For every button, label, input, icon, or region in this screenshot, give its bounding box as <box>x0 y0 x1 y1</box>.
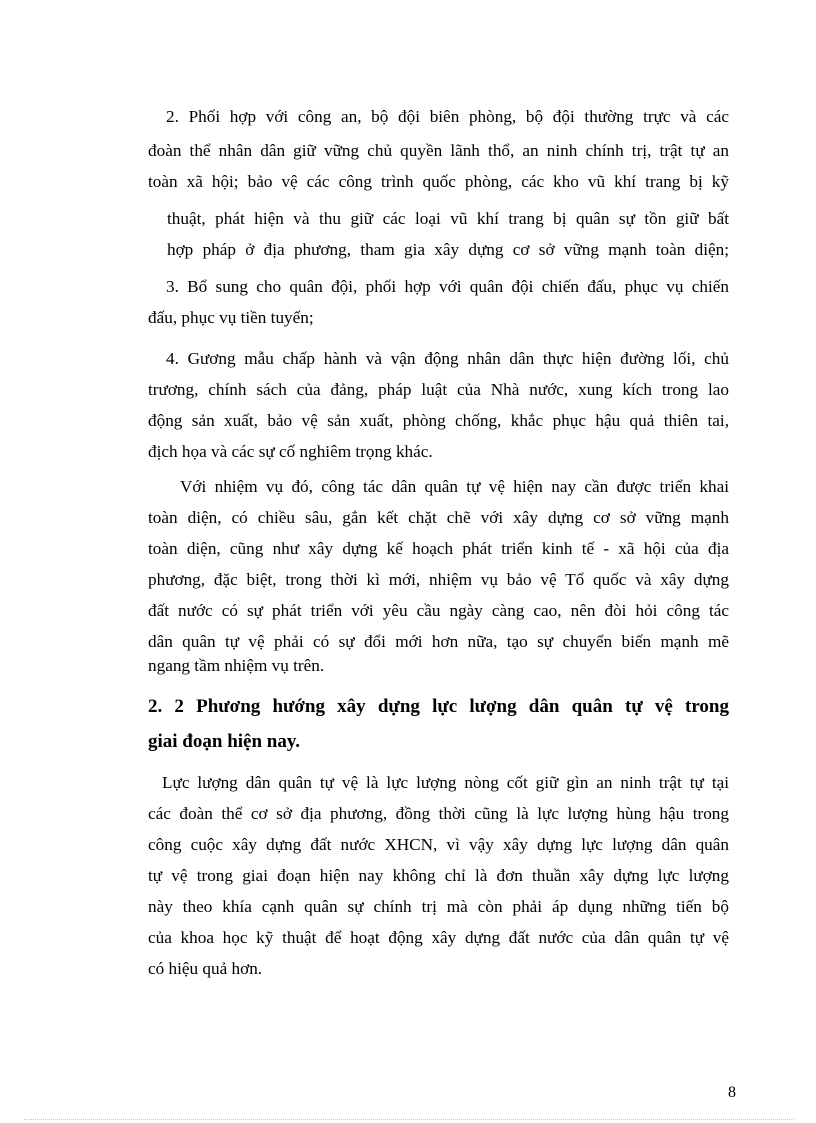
page-bottom-divider <box>24 1119 794 1120</box>
page-number: 8 <box>728 1084 736 1101</box>
heading-line: 2. 2 Phương hướng xây dựng lực lượng dân quân tự vệ trong <box>148 696 729 717</box>
text-line: 3. Bổ sung cho quân đội, phối hợp với quân đội chiến đấu, phục vụ chiến <box>166 277 729 296</box>
text-line: đất nước có sự phát triển với yêu cầu ngày càng cao, nên đòi hỏi công tác <box>148 601 729 620</box>
text-line: của khoa học kỹ thuật để hoạt động xây dựng đất nước của dân quân tự vệ <box>148 928 729 947</box>
heading-line: giai đoạn hiện nay. <box>148 731 301 752</box>
text-line: toàn diện, cũng như xây dựng kế hoạch phát triển kinh tế - xã hội của địa <box>148 539 729 558</box>
text-line: này theo khía cạnh quân sự chính trị mà còn phải áp dụng những tiến bộ <box>148 897 729 916</box>
text-line: trương, chính sách của đảng, pháp luật của Nhà nước, xung kích trong lao <box>148 380 729 399</box>
text-line: phương, đặc biệt, trong thời kì mới, nhiệm vụ bảo vệ Tổ quốc và xây dựng <box>148 570 729 589</box>
text-line: động sản xuất, bảo vệ sản xuất, phòng chống, khắc phục hậu quả thiên tai, <box>148 411 729 430</box>
text-line: có hiệu quả hơn. <box>148 959 263 978</box>
text-line: Với nhiệm vụ đó, công tác dân quân tự vệ hiện nay cần được triển khai <box>180 477 729 496</box>
text-line: công cuộc xây dựng đất nước XHCN, vì vậy xây dựng lực lượng dân quân <box>148 835 729 854</box>
text-line: ngang tầm nhiệm vụ trên. <box>148 656 325 675</box>
text-line: đấu, phục vụ tiền tuyến; <box>148 308 314 327</box>
text-line: 2. Phối hợp với công an, bộ đội biên phòng, bộ đội thường trực và các <box>166 107 729 126</box>
text-line: 4. Gương mẫu chấp hành và vận động nhân dân thực hiện đường lối, chủ <box>166 349 729 368</box>
text-line: dân quân tự vệ phải có sự đổi mới hơn nữa, tạo sự chuyển biến mạnh mẽ <box>148 632 729 651</box>
text-line: các đoàn thể cơ sở địa phương, đồng thời cũng là lực lượng hùng hậu trong <box>148 804 729 823</box>
text-line: đoàn thể nhân dân giữ vững chủ quyền lãnh thổ, an ninh chính trị, trật tự an <box>148 141 729 160</box>
text-line: tự vệ trong giai đoạn hiện nay không chỉ là đơn thuần xây dựng lực lượng <box>148 866 729 885</box>
text-line: toàn diện, có chiều sâu, gắn kết chặt chẽ với xây dựng cơ sở vững mạnh <box>148 508 729 527</box>
text-line: toàn xã hội; bảo vệ các công trình quốc phòng, các kho vũ khí trang bị kỹ <box>148 172 729 191</box>
text-line: địch họa và các sự cố nghiêm trọng khác. <box>148 442 433 461</box>
text-line: Lực lượng dân quân tự vệ là lực lượng nòng cốt giữ gìn an ninh trật tự tại <box>162 773 729 792</box>
text-line: hợp pháp ở địa phương, tham gia xây dựng cơ sở vững mạnh toàn diện; <box>167 240 729 259</box>
text-line: thuật, phát hiện và thu giữ các loại vũ khí trang bị quân sự tồn giữ bất <box>167 209 729 228</box>
